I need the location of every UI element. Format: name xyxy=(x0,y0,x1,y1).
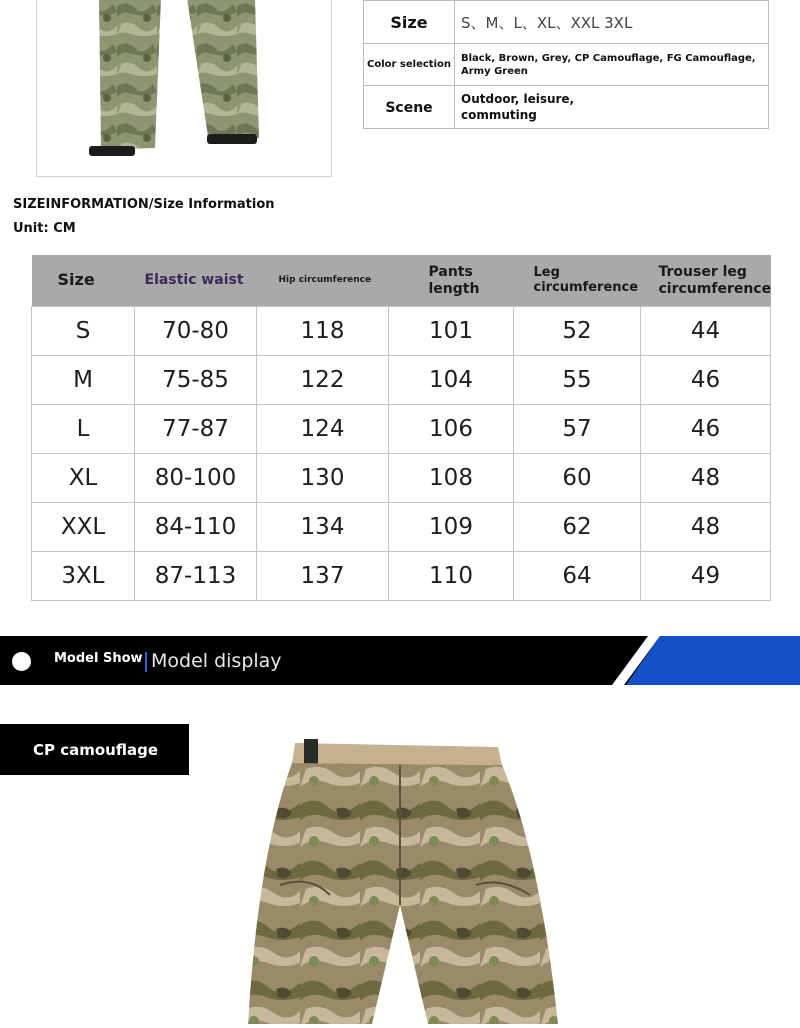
table-row xyxy=(32,454,771,503)
spec-label: Color selection xyxy=(364,44,455,85)
table-cell: 46 xyxy=(641,405,771,454)
size-table-body xyxy=(32,307,771,601)
table-row xyxy=(32,356,771,405)
table-cell: 49 xyxy=(641,552,771,601)
spec-label: Scene xyxy=(364,86,455,129)
header-cell: Trouser leg circumference xyxy=(641,255,771,307)
table-cell: 62 xyxy=(514,503,641,552)
table-cell: 87-113 xyxy=(135,552,257,601)
header-cell: Hip circumference xyxy=(257,255,389,307)
band-separator xyxy=(145,652,147,672)
size-table xyxy=(31,255,771,601)
table-cell: M xyxy=(32,356,135,405)
table-cell: S xyxy=(32,307,135,356)
table-cell: 110 xyxy=(389,552,514,601)
table-cell: XL xyxy=(32,454,135,503)
table-cell: L xyxy=(32,405,135,454)
table-cell: 3XL xyxy=(32,552,135,601)
table-row xyxy=(32,552,771,601)
spec-value: Black, Brown, Grey, CP Camouflage, FG Camouflage, Army Green xyxy=(461,52,756,77)
table-cell: 122 xyxy=(257,356,389,405)
circle-bullet-icon xyxy=(12,652,31,671)
table-cell: 80-100 xyxy=(135,454,257,503)
table-cell: 48 xyxy=(641,503,771,552)
spec-row-color xyxy=(364,43,768,85)
spec-label: Size xyxy=(364,1,455,43)
table-cell: 130 xyxy=(257,454,389,503)
header-cell: Size xyxy=(32,255,135,307)
table-cell: 64 xyxy=(514,552,641,601)
size-info-unit: Unit: CM xyxy=(13,221,76,236)
product-photo-cp xyxy=(240,735,570,1024)
size-info-title: SIZEINFORMATION/Size Information xyxy=(13,197,275,212)
header-cell: Leg circumference xyxy=(514,255,641,307)
header-cell: Pants length xyxy=(389,255,514,307)
table-cell: 77-87 xyxy=(135,405,257,454)
cp-camouflage-label: CP camouflage xyxy=(0,724,189,775)
table-cell: 104 xyxy=(389,356,514,405)
table-cell: 106 xyxy=(389,405,514,454)
product-photo-top xyxy=(36,0,332,177)
table-cell: 52 xyxy=(514,307,641,356)
spec-table xyxy=(363,0,769,129)
spec-value: S、M、L、XL、XXL 3XL xyxy=(461,13,633,32)
table-cell: 109 xyxy=(389,503,514,552)
model-show-label: Model Show xyxy=(54,651,143,666)
table-row xyxy=(32,503,771,552)
table-row xyxy=(32,405,771,454)
table-cell: 137 xyxy=(257,552,389,601)
table-cell: 108 xyxy=(389,454,514,503)
table-cell: 57 xyxy=(514,405,641,454)
spec-row-size xyxy=(364,0,768,43)
table-cell: 46 xyxy=(641,356,771,405)
table-cell: 134 xyxy=(257,503,389,552)
table-cell: 70-80 xyxy=(135,307,257,356)
spec-row-scene xyxy=(364,85,768,129)
table-cell: XXL xyxy=(32,503,135,552)
table-cell: 118 xyxy=(257,307,389,356)
size-table-header xyxy=(32,255,771,307)
table-cell: 75-85 xyxy=(135,356,257,405)
model-show-title: Model display xyxy=(151,650,282,672)
table-cell: 101 xyxy=(389,307,514,356)
cp-pants-illustration xyxy=(240,735,570,1024)
header-cell: Elastic waist xyxy=(135,255,257,307)
table-cell: 60 xyxy=(514,454,641,503)
pants-legs-illustration xyxy=(37,0,331,176)
spec-value: Outdoor, leisure, commuting xyxy=(461,91,575,122)
table-cell: 124 xyxy=(257,405,389,454)
table-cell: 84-110 xyxy=(135,503,257,552)
table-cell: 48 xyxy=(641,454,771,503)
table-cell: 55 xyxy=(514,356,641,405)
table-row xyxy=(32,307,771,356)
table-cell: 44 xyxy=(641,307,771,356)
